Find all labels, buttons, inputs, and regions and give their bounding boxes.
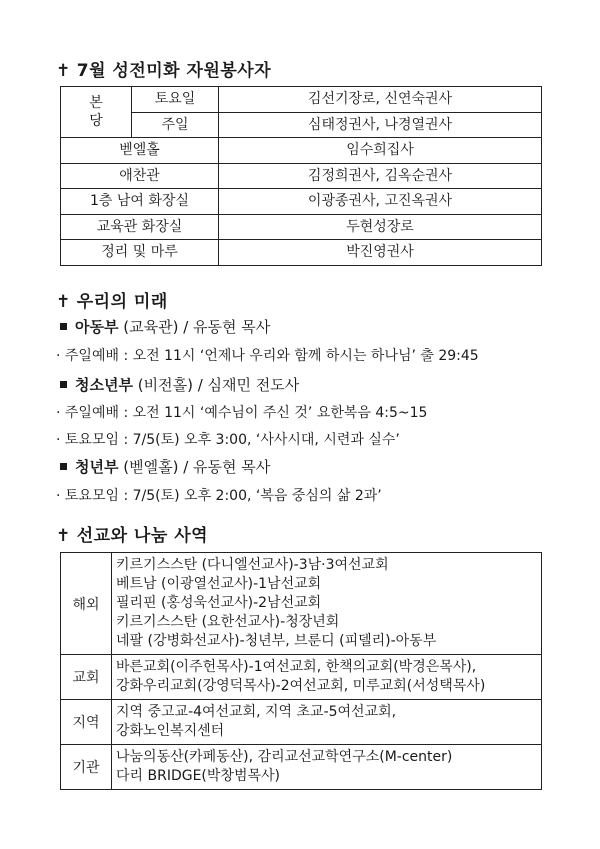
table-row [61,189,542,215]
category-cell: 지역 [61,700,112,745]
future-heading [56,287,168,312]
mission-line: 나눔의동산(카페동산), 감리교선교학연구소(M-center) [116,749,453,765]
volunteers-table [60,86,542,266]
main-hall-cell [61,87,132,138]
mission-line: 강화우리교회(강영덕목사)-2여선교회, 미루교회(서성택목사) [116,678,486,694]
mission-line: 바른교회(이주헌목사)-1여선교회, 한책의교회(박경은목사), [116,659,477,675]
mission-line: 지역 중고교-4여선교회, 지역 초교-5여선교회, [116,704,397,720]
table-row [61,655,542,700]
group-header-young-adults [60,456,270,477]
place-cell: 1층 남여 화장실 [61,189,219,215]
schedule-line: · 주일예배 : 오전 11시 ‘예수님이 주신 것’ 요한복음 4:5~15 [56,405,428,421]
group-info: (벧엘홀) / 유동현 목사 [123,458,271,476]
schedule-line: · 토요모임 : 7/5(토) 오후 3:00, ‘사사시대, 시련과 실수’ [56,432,400,448]
group-header-children [60,316,270,337]
category-cell: 교회 [61,655,112,700]
mission-heading [56,521,208,546]
names-cell: 김선기장로, 신연숙권사 [219,87,542,113]
mission-line: 베트남 (이광열선교사)-1남선교회 [116,576,322,592]
mission-line: 필리핀 (홍성욱선교사)-2남선교회 [116,595,322,611]
square-bullet-icon [60,381,67,388]
names-cell: 두현성장로 [219,214,542,240]
group-header-youth [60,374,299,395]
names-cell: 임수희집사 [219,138,542,164]
table-row [61,112,542,138]
names-cell: 심태정권사, 나경열권사 [219,112,542,138]
mission-line: 네팔 (강병화선교사)-청년부, 브룬디 (피델리)-아동부 [116,633,437,649]
group-info: (교육관) / 유동현 목사 [123,318,271,336]
mission-line: 키르기스스탄 (요한선교사)-청장년회 [116,614,340,630]
table-row [61,163,542,189]
category-cell: 기관 [61,745,112,790]
place-cell: 애찬관 [61,163,219,189]
sub-cell: 주일 [132,112,219,138]
group-name: 청소년부 [75,376,133,394]
table-row [61,553,542,655]
names-cell: 이광종권사, 고진옥권사 [219,189,542,215]
future-title: 우리의 미래 [76,292,168,312]
cross-icon: ✝ [56,61,71,81]
volunteers-heading [56,56,271,81]
place-cell: 교육관 화장실 [61,214,219,240]
cross-icon: ✝ [56,526,71,546]
table-row [61,138,542,164]
mission-table [60,552,542,790]
mission-line: 키르기스스탄 (다니엘선교사)-3남·3여선교회 [116,557,389,573]
square-bullet-icon [60,323,67,330]
mission-lines-cell [112,745,542,790]
mission-line: 강화노인복지센터 [116,723,225,739]
volunteers-title: 7월 성전미화 자원봉사자 [76,61,272,81]
names-cell: 박진영권사 [219,240,542,266]
place-cell: 벧엘홀 [61,138,219,164]
names-cell: 김정희권사, 김옥순권사 [219,163,542,189]
schedule-line: · 주일예배 : 오전 11시 ‘언제나 우리와 함께 하시는 하나님’ 출 29:45 [56,348,479,364]
table-row [61,87,542,113]
table-row [61,700,542,745]
mission-lines-cell [112,700,542,745]
place-cell: 정리 및 마루 [61,240,219,266]
group-name: 청년부 [75,458,119,476]
table-row [61,240,542,266]
group-name: 아동부 [75,318,119,336]
schedule-line: · 토요모임 : 7/5(토) 오후 2:00, ‘복음 중심의 삶 2과’ [56,488,382,504]
cross-icon: ✝ [56,292,71,312]
square-bullet-icon [60,463,67,470]
group-info: (비전홀) / 심재민 전도사 [137,376,300,394]
sub-cell: 토요일 [132,87,219,113]
mission-lines-cell [112,655,542,700]
table-row [61,745,542,790]
main-hall-label: 본당 [89,95,103,129]
table-row [61,214,542,240]
mission-line: 다리 BRIDGE(박창범목사) [116,768,280,784]
mission-lines-cell [112,553,542,655]
mission-title: 선교와 나눔 사역 [76,526,209,546]
category-cell: 해외 [61,553,112,655]
